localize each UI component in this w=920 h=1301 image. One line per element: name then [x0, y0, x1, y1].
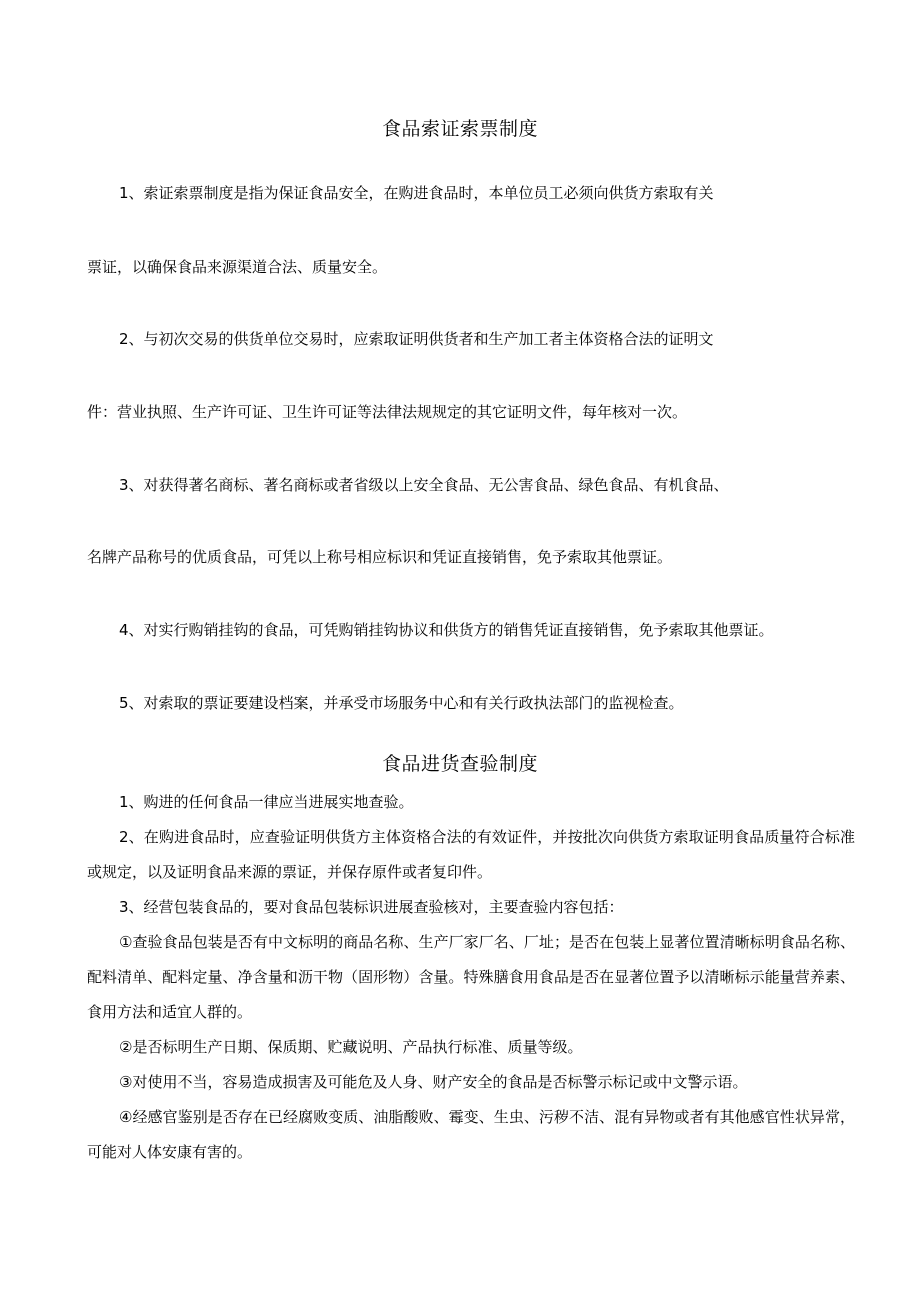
section1-paragraph-2-line-2: 件：营业执照、生产许可证、卫生许可证等法律法规规定的其它证明文件，每年核对一次。: [87, 403, 688, 421]
section1-paragraph-3-line-2: 名牌产品称号的优质食品，可凭以上称号相应标识和凭证直接销售，免予索取其他票证。: [87, 548, 673, 566]
section1-paragraph-1-line-2: 票证，以确保食品来源渠道合法、质量安全。: [87, 258, 388, 276]
section1-paragraph-5: 5、对索取的票证要建设档案，并承受市场服务中心和有关行政执法部门的监视检查。: [119, 694, 684, 712]
section2-body: [87, 785, 855, 1170]
section2-paragraph-7: ④经感官鉴别是否存在已经腐败变质、油脂酸败、霉变、生虫、污秽不洁、混有异物或者有其他感官性状异常，可能对人体安康有害的。: [87, 1108, 855, 1161]
section2-paragraph-3: 3、经营包装食品的，要对食品包装标识进展查验核对，主要查验内容包括：: [119, 898, 624, 916]
section2-paragraph-1: 1、购进的任何食品一律应当进展实地查验。: [119, 793, 414, 811]
section1-paragraph-3-line-1: 3、对获得著名商标、著名商标或者省级以上安全食品、无公害食品、绿色食品、有机食品、: [119, 476, 729, 494]
section2-paragraph-5: ②是否标明生产日期、保质期、贮藏说明、产品执行标准、质量等级。: [119, 1038, 583, 1056]
section1-paragraph-4: 4、对实行购销挂钩的食品，可凭购销挂钩协议和供货方的销售凭证直接销售，免予索取其他票证。: [119, 621, 774, 639]
section2-paragraph-4: ①查验食品包装是否有中文标明的商品名称、生产厂家厂名、厂址；是否在包装上显著位置清晰标明食品名称、配料清单、配料定量、净含量和沥干物（固形物）含量。特殊膳食用食品是否在显著位置予以清晰标示能量营养素、食用方法和适宜人群的。: [87, 933, 855, 1021]
section2-paragraph-6: ③对使用不当，容易造成损害及可能危及人身、财产安全的食品是否标警示标记或中文警示语。: [119, 1073, 748, 1091]
section2-title: 食品进货查验制度: [381, 753, 538, 775]
section1-paragraph-2-line-1: 2、与初次交易的供货单位交易时，应索取证明供货者和生产加工者主体资格合法的证明文: [119, 330, 714, 348]
section1-title: 食品索证索票制度: [381, 118, 538, 140]
section1-paragraph-1-line-1: 1、索证索票制度是指为保证食品安全，在购进食品时，本单位员工必须向供货方索取有关: [119, 184, 714, 202]
section2-paragraph-2: 2、在购进食品时，应查验证明供货方主体资格合法的有效证件，并按批次向供货方索取证明食品质量符合标准或规定，以及证明食品来源的票证，并保存原件或者复印件。: [87, 828, 855, 881]
